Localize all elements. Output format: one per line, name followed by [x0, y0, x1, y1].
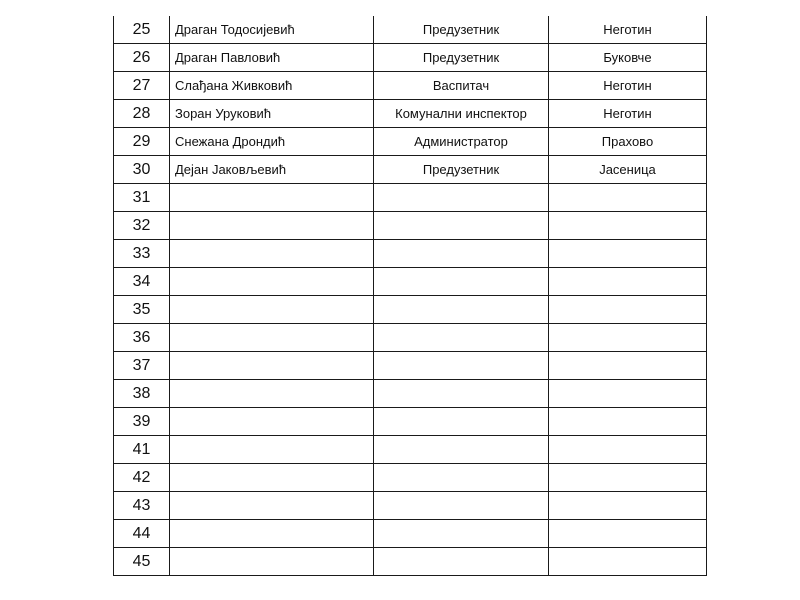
- row-number-cell: 44: [114, 520, 170, 548]
- table-row: [114, 548, 707, 576]
- row-number-cell: 34: [114, 268, 170, 296]
- table-row: [114, 212, 707, 240]
- occupation-cell: Предузетник: [374, 44, 549, 72]
- row-number-cell: 45: [114, 548, 170, 576]
- occupation-cell: [374, 352, 549, 380]
- place-cell: Прахово: [549, 128, 707, 156]
- full-name-cell: [170, 240, 374, 268]
- row-number-cell: 25: [114, 16, 170, 44]
- occupation-cell: Комунални инспектор: [374, 100, 549, 128]
- row-number-cell: 38: [114, 380, 170, 408]
- place-cell: [549, 212, 707, 240]
- row-number-cell: 29: [114, 128, 170, 156]
- full-name-cell: [170, 184, 374, 212]
- place-cell: [549, 184, 707, 212]
- full-name-cell: Драган Тодосијевић: [170, 16, 374, 44]
- occupation-cell: Администратор: [374, 128, 549, 156]
- occupation-cell: [374, 380, 549, 408]
- table-row: [114, 156, 707, 184]
- row-number-cell: 26: [114, 44, 170, 72]
- table-row: [114, 352, 707, 380]
- place-cell: [549, 324, 707, 352]
- place-cell: [549, 436, 707, 464]
- row-number-cell: 39: [114, 408, 170, 436]
- table-row: [114, 520, 707, 548]
- occupation-cell: [374, 548, 549, 576]
- occupation-cell: [374, 268, 549, 296]
- row-number-cell: 41: [114, 436, 170, 464]
- occupation-cell: Васпитач: [374, 72, 549, 100]
- full-name-cell: Снежана Дрондић: [170, 128, 374, 156]
- full-name-cell: Слађана Живковић: [170, 72, 374, 100]
- place-cell: [549, 268, 707, 296]
- place-cell: Неготин: [549, 16, 707, 44]
- full-name-cell: [170, 296, 374, 324]
- row-number-cell: 30: [114, 156, 170, 184]
- roster-table: [113, 16, 707, 576]
- row-number-cell: 28: [114, 100, 170, 128]
- row-number-cell: 35: [114, 296, 170, 324]
- table-row: [114, 492, 707, 520]
- full-name-cell: [170, 548, 374, 576]
- place-cell: Буковче: [549, 44, 707, 72]
- place-cell: [549, 520, 707, 548]
- row-number-cell: 32: [114, 212, 170, 240]
- full-name-cell: [170, 268, 374, 296]
- place-cell: Неготин: [549, 72, 707, 100]
- row-number-cell: 31: [114, 184, 170, 212]
- table-row: [114, 100, 707, 128]
- row-number-cell: 27: [114, 72, 170, 100]
- table-row: [114, 436, 707, 464]
- row-number-cell: 36: [114, 324, 170, 352]
- full-name-cell: [170, 352, 374, 380]
- full-name-cell: [170, 324, 374, 352]
- occupation-cell: [374, 408, 549, 436]
- place-cell: [549, 464, 707, 492]
- full-name-cell: Драган Павловић: [170, 44, 374, 72]
- full-name-cell: Зоран Уруковић: [170, 100, 374, 128]
- place-cell: [549, 380, 707, 408]
- full-name-cell: [170, 408, 374, 436]
- occupation-cell: [374, 520, 549, 548]
- row-number-cell: 43: [114, 492, 170, 520]
- table-row: [114, 464, 707, 492]
- place-cell: Јасеница: [549, 156, 707, 184]
- place-cell: [549, 548, 707, 576]
- occupation-cell: [374, 184, 549, 212]
- occupation-cell: [374, 296, 549, 324]
- occupation-cell: Предузетник: [374, 16, 549, 44]
- occupation-cell: [374, 464, 549, 492]
- roster-table-body: [114, 16, 707, 576]
- place-cell: [549, 492, 707, 520]
- table-row: [114, 44, 707, 72]
- table-row: [114, 408, 707, 436]
- row-number-cell: 37: [114, 352, 170, 380]
- full-name-cell: [170, 212, 374, 240]
- place-cell: [549, 352, 707, 380]
- full-name-cell: [170, 436, 374, 464]
- table-row: [114, 296, 707, 324]
- full-name-cell: [170, 520, 374, 548]
- place-cell: Неготин: [549, 100, 707, 128]
- row-number-cell: 33: [114, 240, 170, 268]
- table-row: [114, 184, 707, 212]
- occupation-cell: Предузетник: [374, 156, 549, 184]
- full-name-cell: [170, 492, 374, 520]
- full-name-cell: Дејан Јаковљевић: [170, 156, 374, 184]
- table-row: [114, 72, 707, 100]
- occupation-cell: [374, 212, 549, 240]
- table-row: [114, 324, 707, 352]
- place-cell: [549, 240, 707, 268]
- row-number-cell: 42: [114, 464, 170, 492]
- table-row: [114, 268, 707, 296]
- full-name-cell: [170, 464, 374, 492]
- occupation-cell: [374, 492, 549, 520]
- occupation-cell: [374, 436, 549, 464]
- table-row: [114, 128, 707, 156]
- place-cell: [549, 296, 707, 324]
- full-name-cell: [170, 380, 374, 408]
- table-row: [114, 240, 707, 268]
- place-cell: [549, 408, 707, 436]
- table-row: [114, 16, 707, 44]
- occupation-cell: [374, 240, 549, 268]
- occupation-cell: [374, 324, 549, 352]
- table-row: [114, 380, 707, 408]
